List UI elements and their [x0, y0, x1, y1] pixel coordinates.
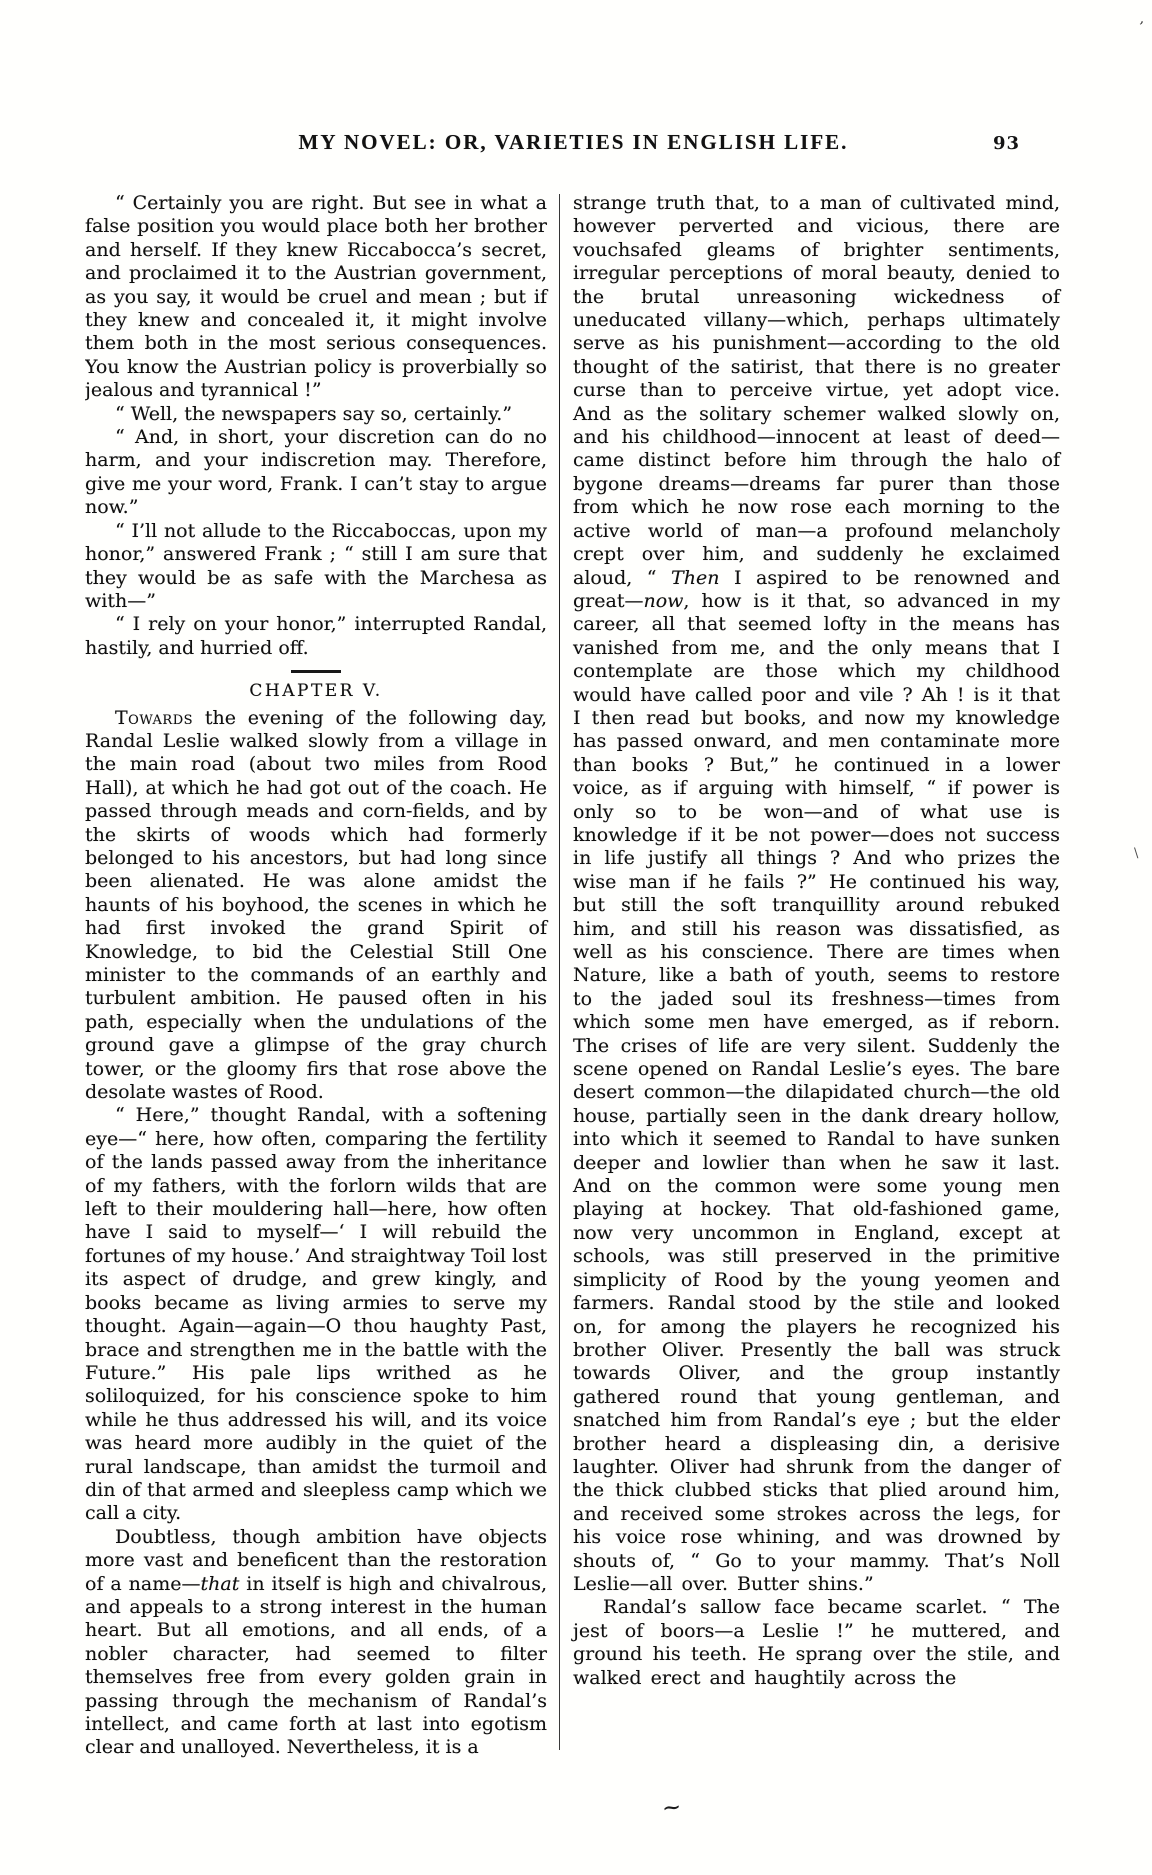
- column-divider-rule: [559, 194, 560, 1750]
- running-title: MY NOVEL: OR, VARIETIES IN ENGLISH LIFE.: [298, 130, 849, 154]
- page-header: [85, 130, 1062, 164]
- italic-text: that: [200, 1572, 240, 1595]
- body-text: “ Certainly you are right. But see in what a false position you would place both her brother and herself. If they knew Riccabocca’s secret, and proclaimed it to the Austrian government, as you say, it would be cruel and mean ; but if they knew and concealed it, it might involve them both in the most serious consequences. You know the Austrian policy is proverbially so jealous and tyrannical !”: [85, 192, 547, 402]
- body-text: the evening of the following day, Randal Leslie walked slowly from a village in the main road (about two miles from Rood Hall), at which he had got out of the coach. He passed through meads and corn-fields, and by the skirts of woods which had formerly belonged to his ancestors, but had long since been alienated. He was alone amidst the haunts of his boyhood, the scenes in which he had first invoked the grand Spirit of Knowledge, to bid the Celestial Still One minister to the commands of an earthly and turbulent ambition. He paused often in his path, especially when the undulations of the ground gave a glimpse of the gray church tower, or the gloomy firs that rose above the desolate wastes of Rood.: [85, 706, 547, 1104]
- body-text: “ I’ll not allude to the Riccaboccas, upon my honor,” answered Frank ; “ still I am sure that they would be as safe with the Marchesa as with—”: [85, 519, 547, 612]
- italic-text: now: [643, 589, 684, 612]
- text-columns: [85, 192, 1062, 1758]
- paragraph: [85, 613, 547, 660]
- italic-text: Then: [671, 566, 720, 589]
- page-number: 93: [992, 133, 1020, 154]
- left-column: [85, 192, 547, 1758]
- ink-squiggle-artifact: ~: [660, 1795, 683, 1820]
- paragraph: [85, 403, 547, 426]
- chapter-heading: CHAPTER V.: [249, 681, 383, 702]
- body-text: in itself is high and chivalrous, and appeals to a strong interest in the human heart. But all emotions, and all ends, of a nobler character, had seemed to filter themselves free from every golden grain in passing through the mechanism of Randal’s intellect, and came forth at last into egotism clear and unalloyed. Nevertheless, it is a: [85, 1572, 547, 1758]
- body-text: “ I rely on your honor,” interrupted Randal, hastily, and hurried off.: [85, 613, 547, 659]
- paragraph: [573, 192, 1060, 1596]
- paragraph: [85, 192, 547, 403]
- right-column: [573, 192, 1060, 1758]
- paragraph: [85, 426, 547, 520]
- body-text: “ Well, the newspapers say so, certainly.”: [115, 402, 513, 425]
- edge-speck-artifact: \: [1134, 846, 1139, 861]
- section-divider-rule: [291, 670, 341, 673]
- body-text: strange truth that, to a man of cultivated mind, however perverted and vicious, there are vouchsafed gleams of brighter sentiments, irregular perceptions of moral beauty, denied to the brutal unreasoning wickedness of uneducated villany—which, perhaps ultimately serve as his punishment—according to the old thought of the satirist, that there is no greater curse than to perceive virtue, yet adopt vice. And as the solitary schemer walked slowly on, and his childhood—innocent at least of deed—came distinct before him through the halo of bygone dreams—dreams far purer than those from which he now rose each morning to the active world of man—a profound melancholy crept over him, and suddenly he exclaimed aloud, “: [573, 192, 1060, 589]
- corner-speck-artifact: ’: [1135, 17, 1145, 37]
- paragraph: [85, 520, 547, 614]
- paragraph: [573, 1596, 1060, 1690]
- paragraph: [85, 1526, 547, 1758]
- smallcaps-text: Towards: [115, 706, 194, 729]
- paragraph: [85, 1104, 547, 1525]
- body-text: “ And, in short, your discretion can do no harm, and your indiscretion may. Therefore, give me your word, Frank. I can’t stay to argue now.”: [85, 426, 547, 519]
- body-text: Doubtless, though ambition have objects more vast and beneficent than the restoration of a name—: [85, 1525, 547, 1595]
- body-text: “ Here,” thought Randal, with a softening eye—“ here, how often, comparing the fertility of the lands passed away from the inheritance of my fathers, with the forlorn wilds that are left to their mouldering hall—here, how often have I said to myself—‘ I will rebuild the fortunes of my house.’ And straightway Toil lost its aspect of drudge, and grew kingly, and books became as living armies to serve my thought. Again—again—O thou haughty Past, brace and strengthen me in the battle with the Future.” His pale lips writhed as he soliloquized, for his conscience spoke to him while he thus addressed his will, and its voice was heard more audibly in the quiet of the rural landscape, than amidst the turmoil and din of that armed and sleepless camp which we call a city.: [85, 1104, 547, 1525]
- body-text: , how is it that, so advanced in my career, all that seemed lofty in the means has vanished from me, and the only means that I contemplate are those which my childhood would have called poor and vile ? Ah ! is it that I then read but books, and now my knowledge has passed onward, and men contaminate more than books ? But,” he continued in a lower voice, as if arguing with himself, “ if power is only so to be won—and of what use is knowledge if it be not power—does not success in life justify all things ? And who prizes the wise man if he fails ?” He continued his way, but still the soft tranquillity around rebuked him, and still his reason was dissatisfied, as well as his conscience. There are times when Nature, like a bath of youth, seems to restore to the jaded soul its freshness—times from which some men have emerged, as if reborn. The crises of life are very silent. Suddenly the scene opened on Randal Leslie’s eyes. The bare desert common—the dilapidated church—the old house, partially seen in the dank dreary hollow, into which it seemed to Randal to have sunken deeper and lowlier than when he saw it last. And on the common were some young men playing at hockey. That old-fashioned game, now very uncommon in England, except at schools, was still preserved in the primitive simplicity of Rood by the young yeomen and farmers. Randal stood by the stile and looked on, for among the players he recognized his brother Oliver. Presently the ball was struck towards Oliver, and the group instantly gathered round that young gentleman, and snatched him from Randal’s eye ; but the elder brother heard a displeasing din, a derisive laughter. Oliver had shrunk from the danger of the thick clubbed sticks that plied around him, and received some strokes across the legs, for his voice rose whining, and was drowned by shouts of, “ Go to your mammy. That’s Noll Leslie—all over. Butter shins.”: [573, 589, 1060, 1595]
- body-text: Randal’s sallow face became scarlet. “ The jest of boors—a Leslie !” he muttered, and ground his teeth. He sprang over the stile, and walked erect and haughtily across the: [573, 1596, 1060, 1689]
- paragraph: [85, 707, 547, 1105]
- body-text: I aspired to be renowned and great—: [573, 566, 1060, 612]
